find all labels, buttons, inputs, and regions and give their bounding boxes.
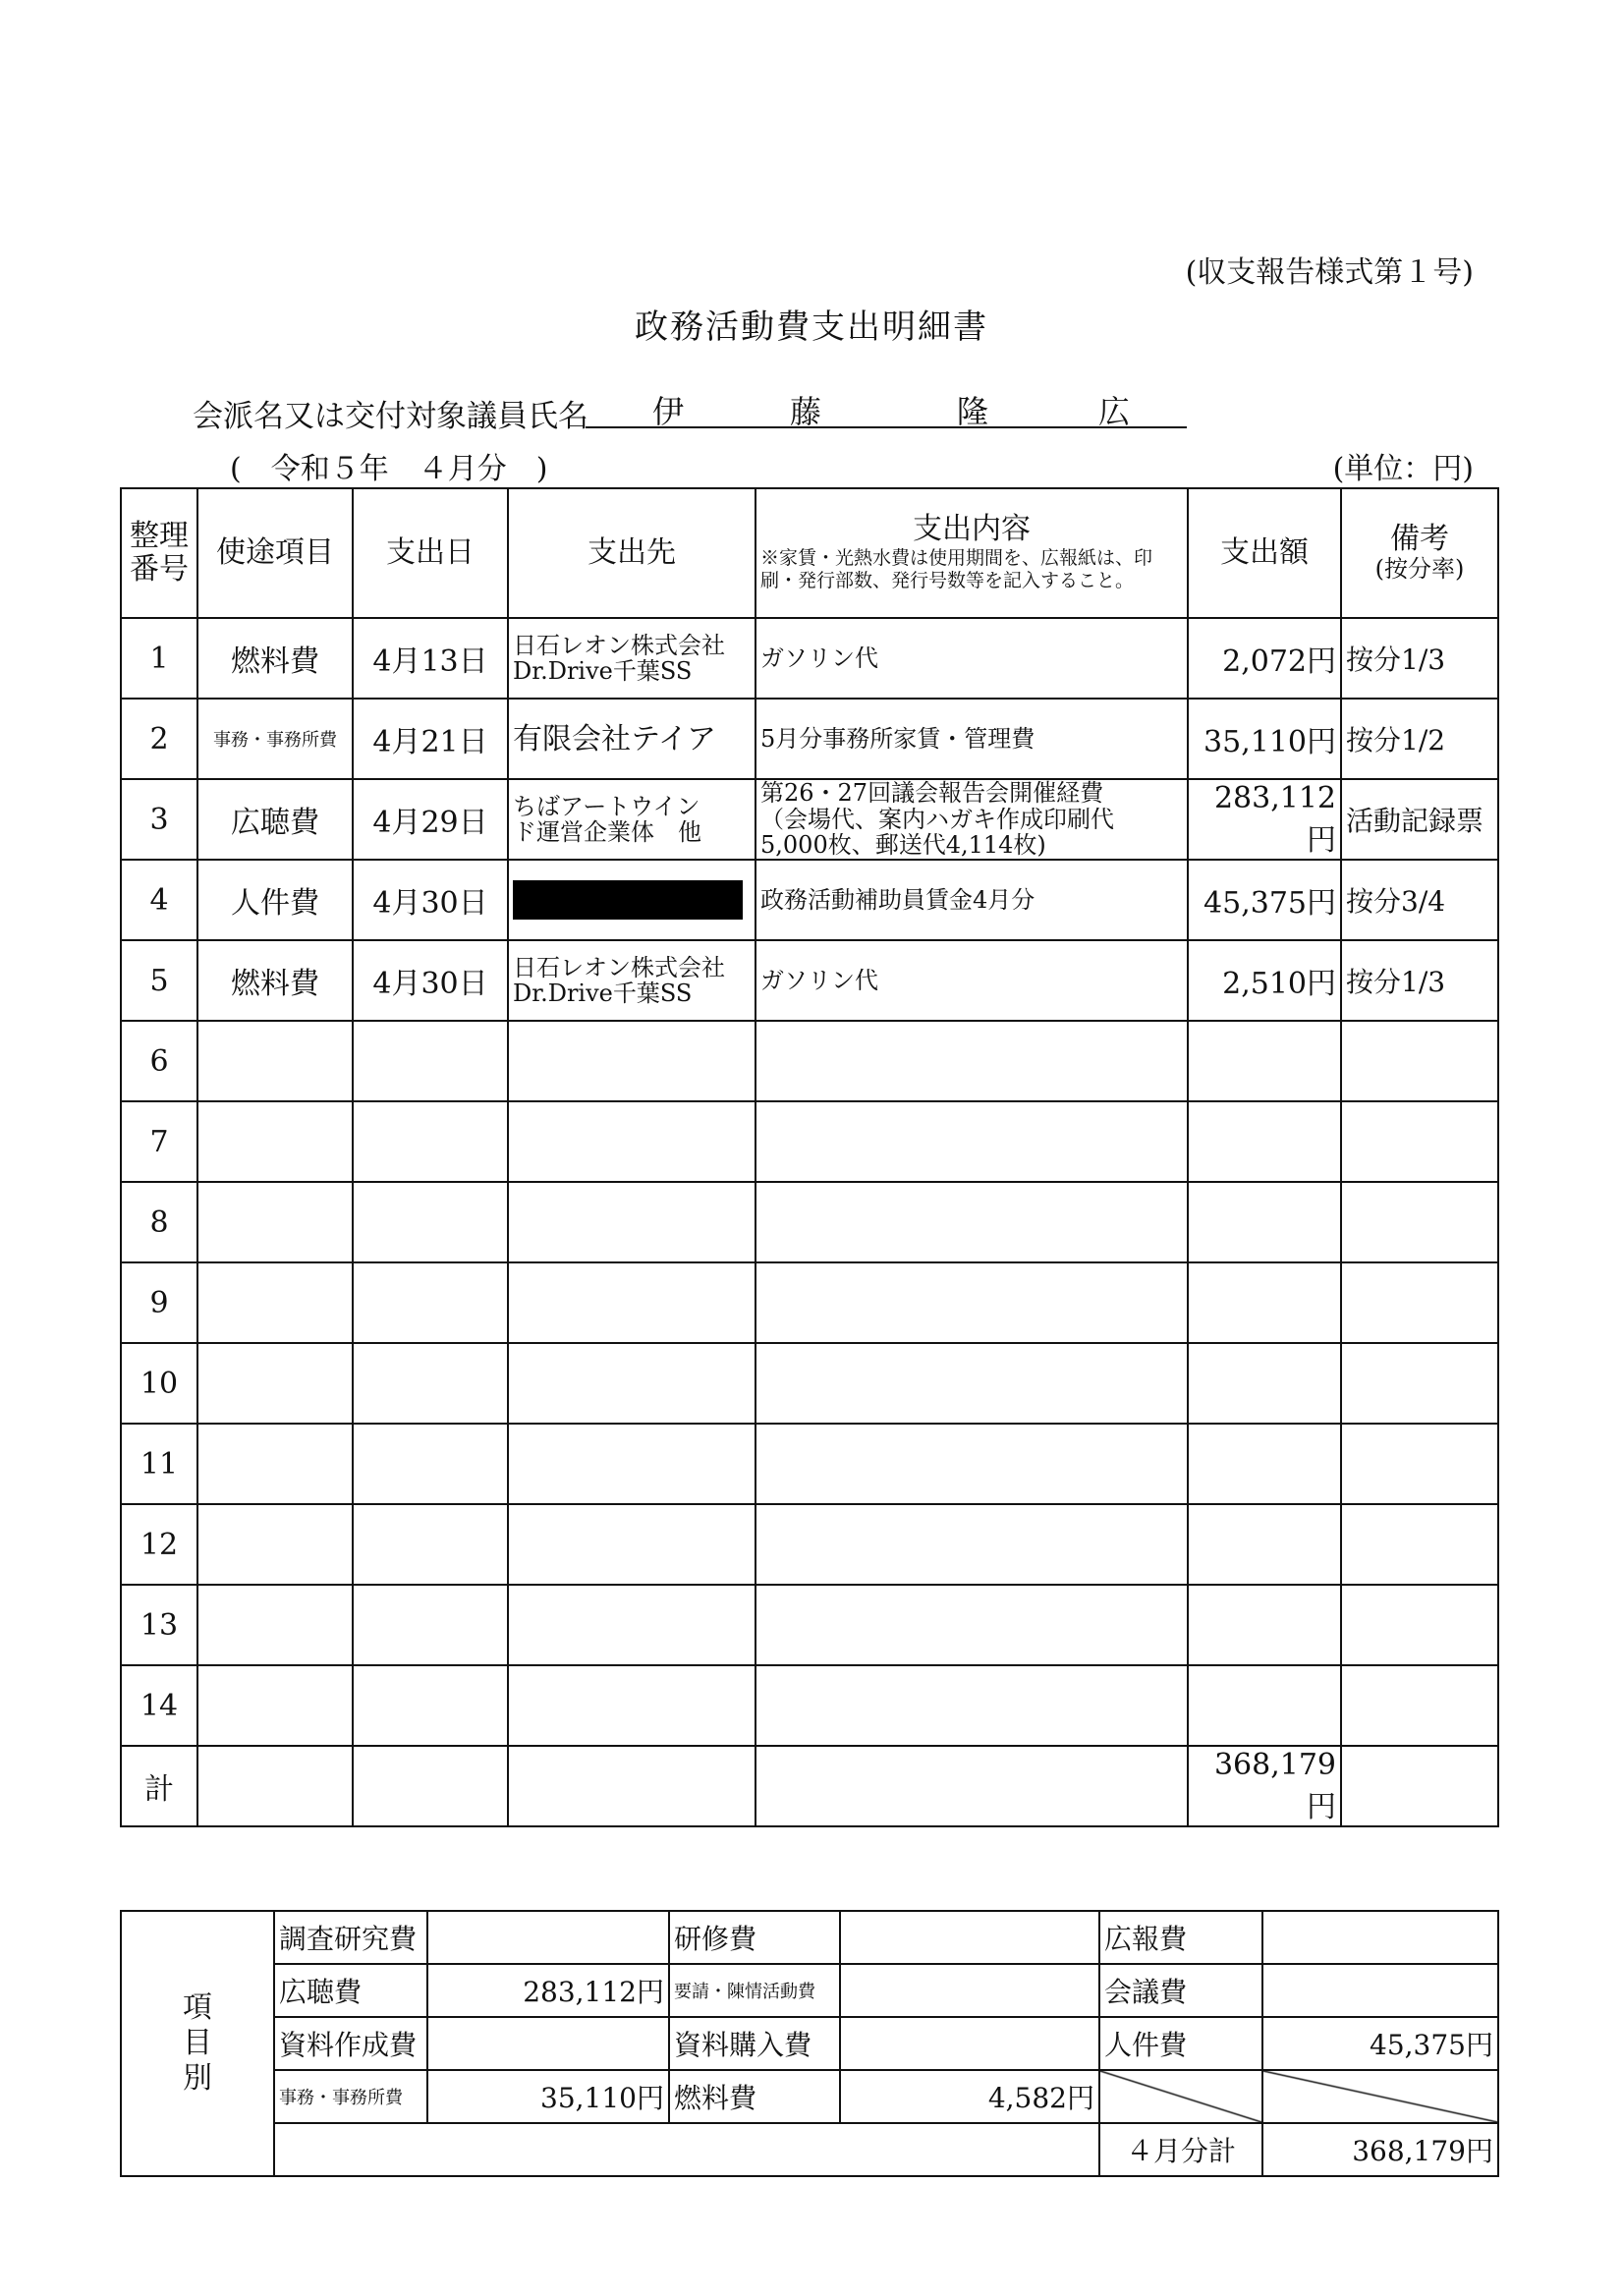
report-period: ( 令和５年 ４月分 ) [230, 452, 548, 486]
header-no [121, 488, 197, 618]
row-content: 第26・27回議会報告会開催経費 （会場代、案内ハガキ作成印刷代 5,000枚、郵送代4,114枚) [756, 779, 1188, 860]
row-payee [508, 1585, 756, 1665]
row-date: 4月30日 [353, 860, 508, 940]
row-amount: 45,375円 [1188, 860, 1341, 940]
header-date: 支出日 [353, 488, 508, 618]
cat-purchase-label: 資料購入費 [669, 2017, 840, 2070]
month-total-label: ４月分計 [1099, 2123, 1262, 2176]
member-name-char: 藤 [790, 393, 822, 430]
row-note [1341, 1665, 1498, 1746]
row-note [1341, 1021, 1498, 1101]
row-payee [508, 1424, 756, 1504]
row-note: 按分1/3 [1341, 940, 1498, 1021]
row-amount: 283,112円 [1188, 779, 1341, 860]
header-payee: 支出先 [508, 488, 756, 618]
row-payee [508, 1343, 756, 1424]
row-content [756, 1424, 1188, 1504]
row-amount [1188, 1424, 1341, 1504]
row-note [1341, 1101, 1498, 1182]
row-content [756, 1343, 1188, 1424]
row-category [197, 1182, 353, 1262]
cat-empty-slashed-cell [1262, 2070, 1498, 2123]
member-label: 会派名又は交付対象議員氏名 [193, 399, 588, 434]
row-content: 5月分事務所家賃・管理費 [756, 699, 1188, 779]
row-date: 4月21日 [353, 699, 508, 779]
header-content-note: ※家賃・光熱水費は使用期間を、広報紙は、印刷・発行部数、発行号数等を記入すること。 [760, 546, 1153, 592]
row-date: 4月30日 [353, 940, 508, 1021]
table-row [121, 699, 1498, 779]
row-amount [1188, 1101, 1341, 1182]
row-content [756, 1262, 1188, 1343]
row-amount [1188, 1504, 1341, 1585]
table-row [121, 1585, 1498, 1665]
row-payee [508, 1021, 756, 1101]
cat-research-value [427, 1911, 669, 1964]
row-category: 人件費 [197, 860, 353, 940]
cat-hearing-label: 広聴費 [274, 1964, 427, 2017]
member-name-char: 伊 [652, 393, 685, 430]
row-number: 14 [121, 1665, 197, 1746]
row-number: 6 [121, 1021, 197, 1101]
row-content: 政務活動補助員賃金4月分 [756, 860, 1188, 940]
row-date: 4月29日 [353, 779, 508, 860]
cat-pr-value [1262, 1911, 1498, 1964]
row-payee: ちばアートウイン ド運営企業体 他 [508, 779, 756, 860]
cat-office-value: 35,110円 [427, 2070, 669, 2123]
row-date [353, 1021, 508, 1101]
table-row [121, 860, 1498, 940]
table-row [121, 1021, 1498, 1101]
row-category [197, 1585, 353, 1665]
total-row [121, 1746, 1498, 1826]
row-content: ガソリン代 [756, 618, 1188, 699]
row-note: 按分1/2 [1341, 699, 1498, 779]
total-note-cell [1341, 1746, 1498, 1826]
table-row [121, 1182, 1498, 1262]
row-content [756, 1021, 1188, 1101]
table-row [121, 1101, 1498, 1182]
row-content [756, 1665, 1188, 1746]
row-date [353, 1504, 508, 1585]
cat-empty-slashed-cell [1099, 2070, 1262, 2123]
row-amount [1188, 1585, 1341, 1665]
row-payee [508, 1504, 756, 1585]
table-row [121, 1424, 1498, 1504]
cat-docs-label: 資料作成費 [274, 2017, 427, 2070]
member-name-char: 隆 [957, 393, 989, 430]
row-amount [1188, 1343, 1341, 1424]
member-name-char: 広 [1098, 393, 1131, 430]
row-date [353, 1262, 508, 1343]
row-amount: 2,510円 [1188, 940, 1341, 1021]
row-payee: 日石レオン株式会社 Dr.Drive千葉SS [508, 618, 756, 699]
cat-meeting-label: 会議費 [1099, 1964, 1262, 2017]
row-number: 7 [121, 1101, 197, 1182]
row-category [197, 1101, 353, 1182]
row-payee [508, 1101, 756, 1182]
table-header-row [121, 488, 1498, 618]
form-label: (収支報告様式第１号) [1185, 255, 1474, 290]
row-payee [508, 1182, 756, 1262]
cat-pr-label: 広報費 [1099, 1911, 1262, 1964]
row-amount [1188, 1021, 1341, 1101]
total-label: 計 [121, 1746, 197, 1826]
cat-training-value [840, 1911, 1099, 1964]
table-row [121, 779, 1498, 860]
row-number: 5 [121, 940, 197, 1021]
row-number: 4 [121, 860, 197, 940]
header-content [756, 488, 1188, 618]
header-note [1341, 488, 1498, 618]
cat-training-label: 研修費 [669, 1911, 840, 1964]
month-total-value: 368,179円 [1262, 2123, 1498, 2176]
cat-docs-value [427, 2017, 669, 2070]
row-date [353, 1182, 508, 1262]
table-row [121, 1504, 1498, 1585]
row-date [353, 1665, 508, 1746]
total-empty-cell [197, 1746, 353, 1826]
cat-petition-label: 要請・陳情活動費 [669, 1964, 840, 2017]
header-note-title: 備考 [1390, 521, 1449, 556]
row-content [756, 1504, 1188, 1585]
row-date: 4月13日 [353, 618, 508, 699]
row-note [1341, 1262, 1498, 1343]
cat-blank-cell [274, 2123, 1099, 2176]
row-number: 2 [121, 699, 197, 779]
row-content [756, 1101, 1188, 1182]
cat-personnel-value: 45,375円 [1262, 2017, 1498, 2070]
document-title: 政務活動費支出明細書 [635, 308, 988, 347]
row-note: 按分1/3 [1341, 618, 1498, 699]
row-note [1341, 1424, 1498, 1504]
row-date [353, 1343, 508, 1424]
redaction-bar [513, 880, 743, 920]
total-empty-cell [508, 1746, 756, 1826]
unit-label: (単位：円) [1332, 452, 1474, 486]
row-note: 按分3/4 [1341, 860, 1498, 940]
row-payee [508, 1665, 756, 1746]
row-note: 活動記録票 [1341, 779, 1498, 860]
header-category: 使途項目 [197, 488, 353, 618]
row-content: ガソリン代 [756, 940, 1188, 1021]
row-amount [1188, 1262, 1341, 1343]
header-no-line2: 番号 [130, 552, 189, 587]
cat-meeting-value [1262, 1964, 1498, 2017]
total-empty-cell [756, 1746, 1188, 1826]
cat-hearing-value: 283,112円 [427, 1964, 669, 2017]
cat-fuel-label: 燃料費 [669, 2070, 840, 2123]
row-category [197, 1343, 353, 1424]
row-date [353, 1101, 508, 1182]
cat-petition-value [840, 1964, 1099, 2017]
row-note [1341, 1585, 1498, 1665]
table-row [121, 940, 1498, 1021]
member-name [586, 387, 1187, 428]
cat-personnel-label: 人件費 [1099, 2017, 1262, 2070]
cat-fuel-value: 4,582円 [840, 2070, 1099, 2123]
cat-office-label: 事務・事務所費 [274, 2070, 427, 2123]
cat-purchase-value [840, 2017, 1099, 2070]
total-amount: 368,179円 [1188, 1746, 1341, 1826]
row-category: 燃料費 [197, 940, 353, 1021]
cat-research-label: 調査研究費 [274, 1911, 427, 1964]
row-number: 13 [121, 1585, 197, 1665]
row-date [353, 1424, 508, 1504]
row-category [197, 1424, 353, 1504]
row-amount: 35,110円 [1188, 699, 1341, 779]
category-side-label: 項 目 別 [121, 1911, 274, 2176]
row-amount: 2,072円 [1188, 618, 1341, 699]
table-row [121, 1665, 1498, 1746]
header-no-line1: 整理 [130, 518, 189, 553]
row-payee [508, 860, 756, 940]
row-payee: 有限会社テイア [508, 699, 756, 779]
row-number: 12 [121, 1504, 197, 1585]
row-content [756, 1585, 1188, 1665]
header-content-title: 支出内容 [913, 512, 1031, 546]
table-row [121, 618, 1498, 699]
row-number: 9 [121, 1262, 197, 1343]
row-category: 広聴費 [197, 779, 353, 860]
table-row [121, 1343, 1498, 1424]
row-date [353, 1585, 508, 1665]
category-summary-table [120, 1910, 1499, 2177]
row-note [1341, 1182, 1498, 1262]
total-empty-cell [353, 1746, 508, 1826]
row-category [197, 1665, 353, 1746]
expense-table [120, 487, 1499, 1827]
row-content [756, 1182, 1188, 1262]
row-payee [508, 1262, 756, 1343]
row-number: 10 [121, 1343, 197, 1424]
row-note [1341, 1504, 1498, 1585]
row-payee: 日石レオン株式会社 Dr.Drive千葉SS [508, 940, 756, 1021]
row-number: 11 [121, 1424, 197, 1504]
row-number: 8 [121, 1182, 197, 1262]
row-category [197, 1021, 353, 1101]
row-number: 1 [121, 618, 197, 699]
row-category: 燃料費 [197, 618, 353, 699]
header-note-sub: (按分率) [1374, 555, 1465, 584]
row-amount [1188, 1182, 1341, 1262]
table-row [121, 1262, 1498, 1343]
row-category [197, 1504, 353, 1585]
row-category [197, 1262, 353, 1343]
row-number: 3 [121, 779, 197, 860]
row-category: 事務・事務所費 [197, 699, 353, 779]
row-amount [1188, 1665, 1341, 1746]
row-note [1341, 1343, 1498, 1424]
header-amount: 支出額 [1188, 488, 1341, 618]
